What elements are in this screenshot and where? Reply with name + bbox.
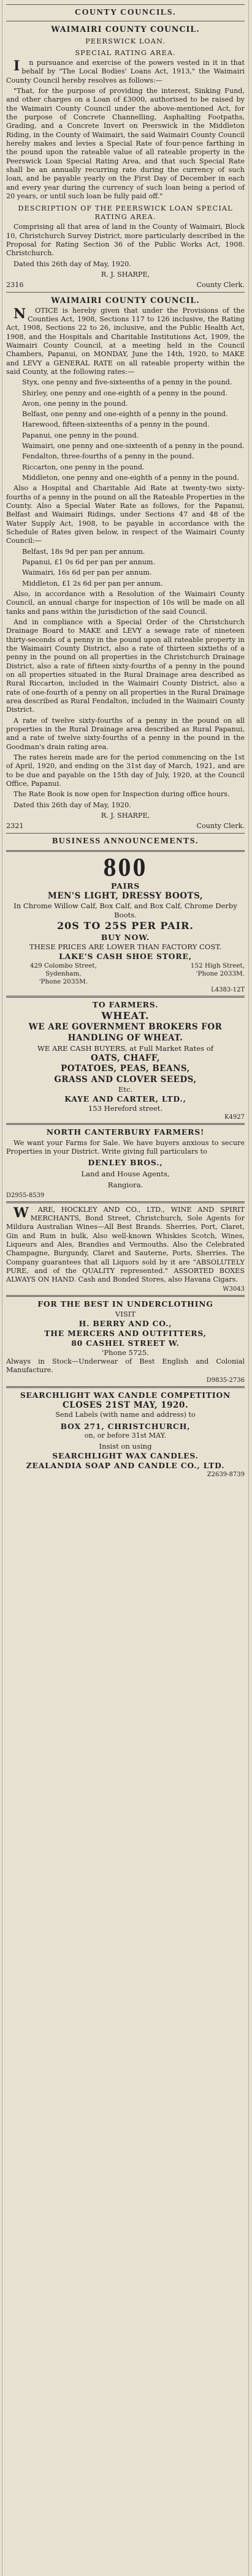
ad-farmers-address: 153 Hereford street. bbox=[88, 1104, 163, 1113]
ad-north-firm: DENLEY BROS., bbox=[88, 1158, 163, 1168]
ad-underclothing-address: 80 CASHEL STREET W. bbox=[71, 1338, 180, 1348]
ad-farmers-line: GRASS AND CLOVER SEEDS, bbox=[54, 1074, 197, 1085]
divider bbox=[6, 1201, 245, 1203]
rate-item: Styx, one penny and five-sixteenths of a penny in the pound. bbox=[22, 378, 232, 387]
notice-paragraph: Comprising all that area of land in the County of Waimairi, Block 10, Christchurch Survey District, more particularly described in the Proposal for Rating Section 36 of the Public Works Act, 1908. Christchurch. bbox=[6, 223, 245, 258]
water-rate-item: Belfast, 18s 9d per pan per annum. bbox=[22, 547, 145, 556]
ad-candle-paragraph: Send Labels (with name and address) to bbox=[55, 1411, 196, 1419]
notice-paragraph: The Rate Book is now open for Inspection during office hours. bbox=[13, 790, 230, 799]
divider bbox=[6, 1123, 245, 1125]
ad-boots-line: THESE PRICES ARE LOWER THAN FACTORY COST. bbox=[29, 943, 222, 952]
divider bbox=[6, 1295, 245, 1297]
ad-code: D9835-2736 bbox=[206, 1376, 245, 1384]
divider bbox=[6, 850, 245, 852]
notice-code: 2316 bbox=[6, 281, 24, 289]
ad-candle-closes: CLOSES 21ST MAY, 1920. bbox=[62, 1400, 189, 1410]
notice-dated: Dated this 26th day of May, 1920. bbox=[13, 801, 131, 809]
ad-wines-paragraph: WARE, HOCKLEY AND CO., LTD., WINE AND SPIRIT MERCHANTS, Bond Street, Christchurch, Sole Agents for Mildura Australian Wines—All Best Brands. Sherries, Port, Claret, Gin and Rum in bulk, Also well-known Whiskies Scotch, Wines, Liqueurs and Ales, Brandies and Vermouths. Also the Celebrated Champagne, Burgundy, Claret and Sauterne, Ports, Sherries. The Company guarantees that all Liquors sold by it are "ABSOLUTELY PURE, and of the QUALITY represented." ASSORTED BOXES ALWAYS ON HAND. Cash and Bonded Stores, also Havana Cigars. bbox=[6, 1204, 245, 1284]
ad-code: W3043 bbox=[223, 1286, 245, 1293]
ad-boots-line: MEN'S LIGHT, DRESSY BOOTS, bbox=[47, 890, 204, 901]
divider bbox=[6, 996, 245, 998]
ad-underclothing-firm: H. BERRY AND CO., bbox=[78, 1318, 172, 1328]
notice-signer: R. J. SHARPE, bbox=[101, 811, 150, 819]
ad-farmers-wheat bbox=[6, 1000, 245, 1121]
notice-council-name: WAIMAIRI COUNTY COUNCIL. bbox=[51, 24, 200, 34]
notice-code: 2321 bbox=[6, 822, 24, 831]
rate-item: Avon, one penny in the pound. bbox=[22, 399, 128, 408]
ad-code: L4383-12T bbox=[211, 986, 245, 993]
address-line: 429 Colombo Street, bbox=[29, 961, 97, 969]
rate-item: Belfast, one penny and one-eighth of a penny in the pound. bbox=[22, 410, 228, 419]
ad-wines bbox=[6, 1206, 245, 1293]
ad-farmers-heading: TO FARMERS. bbox=[92, 999, 159, 1009]
divider bbox=[6, 1386, 245, 1388]
notice-loan-title: PEERSWICK LOAN. bbox=[85, 37, 166, 45]
ad-underclothing-phone: 'Phone 5725. bbox=[102, 1348, 149, 1357]
notice-dated: Dated this 26th day of May, 1920. bbox=[13, 259, 131, 268]
rate-item: Middleton, one penny and one-eighth of a penny in the pound. bbox=[22, 474, 240, 482]
ad-farmers-line: OATS, CHAFF, bbox=[91, 1053, 160, 1063]
newspaper-column bbox=[2, 0, 249, 2576]
section-heading-business: BUSINESS ANNOUNCEMENTS. bbox=[52, 836, 199, 846]
ad-farmers-firm: KAYE AND CARTER, LTD., bbox=[64, 1094, 186, 1104]
ad-boots bbox=[6, 854, 245, 993]
notice-signer: R. J. SHARPE, bbox=[101, 270, 150, 278]
ad-underclothing bbox=[6, 1299, 245, 1383]
rate-item: Shirley, one penny and one-eighth of a penny in the pound. bbox=[22, 389, 227, 397]
ad-candle-box: BOX 271, CHRISTCHURCH, bbox=[60, 1421, 191, 1431]
ad-north-canterbury bbox=[6, 1127, 245, 1199]
ad-farmers-line: WE ARE CASH BUYERS, at Full Market Rates of bbox=[37, 1043, 214, 1053]
divider bbox=[6, 292, 245, 293]
ad-farmers-line: Etc. bbox=[118, 1085, 133, 1094]
ad-north-heading: NORTH CANTERBURY FARMERS! bbox=[46, 1127, 205, 1137]
ad-boots-price: 20S TO 25S PER PAIR. bbox=[57, 920, 194, 932]
ad-boots-line: In Chrome Willow Calf, Box Calf, and Box Calf, Chrome Derby Boots. bbox=[13, 902, 237, 920]
notice-description-title: DESCRIPTION OF THE PEERSWICK LOAN SPECIAL RATING AREA. bbox=[18, 204, 233, 222]
water-rate-list bbox=[6, 548, 245, 588]
address-line: 'Phone 2035M. bbox=[39, 978, 88, 986]
ad-boots-right-address bbox=[130, 962, 245, 987]
ad-boots-left-address bbox=[6, 962, 121, 987]
rate-item: Waimairi, one penny and one-sixteenth of a penny in the pound. bbox=[22, 442, 245, 450]
notice-role: County Clerk. bbox=[196, 822, 245, 831]
notice-footer bbox=[6, 281, 245, 289]
water-rate-item: Middleton, £1 2s 6d per pan per annum. bbox=[22, 579, 163, 588]
ad-farmers-sub: WHEAT. bbox=[101, 1009, 150, 1021]
notice-council-name: WAIMAIRI COUNTY COUNCIL. bbox=[51, 295, 200, 305]
rate-item: Riccarton, one penny in the pound. bbox=[22, 463, 145, 471]
ad-underclothing-visit: VISIT bbox=[115, 1309, 136, 1318]
ad-boots-number: 800 bbox=[103, 853, 148, 882]
rate-item: Harewood, fifteen-sixteenths of a penny in the pound. bbox=[22, 420, 210, 429]
ad-candle-brand: SEARCHLIGHT WAX CANDLES. bbox=[52, 1451, 199, 1461]
ad-boots-line: BUY NOW. bbox=[101, 933, 150, 943]
notice-paragraph: In pursuance and exercise of the powers vested in it in that behalf by "The Local Bodies' Loans Act, 1913," the Waimairi County Council hereby resolves as follows:— bbox=[6, 58, 245, 84]
ad-north-town: Rangiora. bbox=[107, 1181, 143, 1190]
ad-candle bbox=[6, 1391, 245, 1478]
ad-code: K4927 bbox=[224, 1113, 245, 1121]
notice-footer bbox=[6, 822, 245, 831]
rate-item: Papanui, one penny in the pound. bbox=[22, 431, 139, 439]
notice-paragraph: The rates herein made are for the period commencing on the 1st of April, 1920, and ending on the 31st day of March, 1921, and are to be due and payable on the 15th day of July, 1920, at the Council Office, Papanui. bbox=[6, 753, 245, 788]
notice-role: County Clerk. bbox=[196, 281, 245, 289]
ad-candle-insist: Insist on using bbox=[99, 1442, 152, 1451]
ad-code: Z2639-8739 bbox=[207, 1471, 245, 1478]
rate-list bbox=[6, 378, 245, 482]
ad-candle-heading: SEARCHLIGHT WAX CANDLE COMPETITION bbox=[20, 1390, 231, 1400]
ad-code: D2955-8539 bbox=[6, 1192, 45, 1199]
address-line: Sydenham, bbox=[45, 969, 82, 977]
divider bbox=[6, 4, 245, 5]
ad-farmers-line: POTATOES, PEAS, BEANS, bbox=[61, 1064, 190, 1074]
ad-candle-paragraph: on, or before 31st MAY. bbox=[84, 1431, 167, 1439]
section-heading-county-councils: COUNTY COUNCILS. bbox=[74, 8, 177, 17]
notice-paragraph: A rate of twelve sixty-fourths of a penny in the pound on all properties in the Rural Drainage area described as Rural Papanui, and a rate of twelve sixty-fourths of a penny in the pound in the Goodman's drain rating area. bbox=[6, 716, 245, 751]
rate-item: Fendalton, three-fourths of a penny in the pound. bbox=[22, 452, 194, 461]
ad-underclothing-paragraph: Always in Stock—Underwear of Best English and Colonial Manufacture. bbox=[6, 1357, 245, 1375]
notice-area-title: SPECIAL RATING AREA. bbox=[75, 48, 176, 57]
address-line: 152 High Street, bbox=[190, 961, 245, 969]
notice-paragraph: NOTICE is hereby given that under the Provisions of the Counties Act, 1908, Sections 117 to 126 inclusive, the Rating Act, 1908, Sections 22 to 26, inclusive, and the Public Health Act, 1908, and the Hospitals and Charitable Institutions Act, 1909, the Waimairi County Council, at a meeting held in the Council Chambers, Papanui, on MONDAY, June the 14th, 1920, to MAKE and LEVY a GENERAL RATE on all rateable property within the said County, at the following rates:— bbox=[6, 305, 245, 376]
ad-underclothing-firm2: THE MERCERS AND OUTFITTERS, bbox=[44, 1328, 207, 1338]
notice-paragraph: Also, in accordance with a Resolution of the Waimairi County Council, an annual charge for inspection of 10s will be made on all tanks and pans within the jurisdiction of the said Council. bbox=[6, 590, 245, 616]
address-line: 'Phone 2033M. bbox=[196, 969, 245, 977]
water-rate-item: Papanui, £1 0s 6d per pan per annum. bbox=[22, 558, 156, 567]
ad-boots-pairs: PAIRS bbox=[110, 881, 140, 890]
notice-paragraph: "That, for the purpose of providing the interest, Sinking Fund, and other charges on a Loan of £3000, authorised to be raised by the Waimairi County Council under the above-mentioned Act, for the purpose of Concrete Channelling, Asphalting Footpaths, Grading, and a Concrete Invert on Peerswick in the Middleton Riding, in the County of Waimairi, the said Waimairi County Council hereby makes and levies a Special Rate of four-pence farthing in the pound upon the rateable value of all rateable property in the Peerswick Loan Special Rating Area, and that such Special Rate shall be an annually recurring rate during the currency of such loan, and be payable yearly on the First Day of December in each and every year during the currency of such loan being a period of 20 years, or until such loan be fully paid off." bbox=[6, 86, 245, 200]
ad-underclothing-heading: FOR THE BEST IN UNDERCLOTHING bbox=[37, 1299, 213, 1309]
ad-farmers-line: WE ARE GOVERNMENT BROKERS FOR HANDLING OF WHEAT. bbox=[28, 1022, 223, 1043]
ad-candle-maker: ZEALANDIA SOAP AND CANDLE CO., LTD. bbox=[26, 1461, 225, 1471]
ad-boots-addresses bbox=[6, 962, 245, 987]
ad-boots-store: LAKE'S CASH SHOE STORE, bbox=[59, 952, 192, 961]
water-rate-item: Waimairi, 16s 6d per pan per annum. bbox=[22, 569, 152, 577]
ad-north-paragraph: We want your Farms for Sale. We have buyers anxious to secure Properties in your District. Write giving full particulars to bbox=[6, 1138, 245, 1155]
notice-paragraph: And in compliance with a Special Order of the Christchurch Drainage Board to MAKE and LEVY a sewage rate of nineteen thirty-seconds of a penny in the pound upon all rateable property in the Waimairi County District, also a rate of thirteen sixtieths of a penny in the pound on all properties in the Christchurch Drainage District, also a rate of fifteen sixty-fourths of a penny in the pound on all properties situated in the Rural Drainage area described as Rural Riccarton, included in the Waimairi County District, also a rate of one-fourth of a penny on all properties in the Rural Drainage area described as Rural Fendalton, included in the Waimairi County District. bbox=[6, 618, 245, 714]
notice-paragraph: Also a Hospital and Charitable Aid Rate at twenty-two sixty-fourths of a penny in the pound on all the Rateable Properties in the County. Also a Special Water Rate as follows, for the Papanui, Belfast and Waimairi Ridings, under Sections 47 and 48 of the Water Supply Act, 1908, to be payable in accordance with the Schedule of Rates given below, in respect of the Waimairi County Council:— bbox=[6, 484, 245, 545]
divider bbox=[6, 833, 245, 834]
ad-north-sub: Land and House Agents, bbox=[81, 1170, 170, 1179]
